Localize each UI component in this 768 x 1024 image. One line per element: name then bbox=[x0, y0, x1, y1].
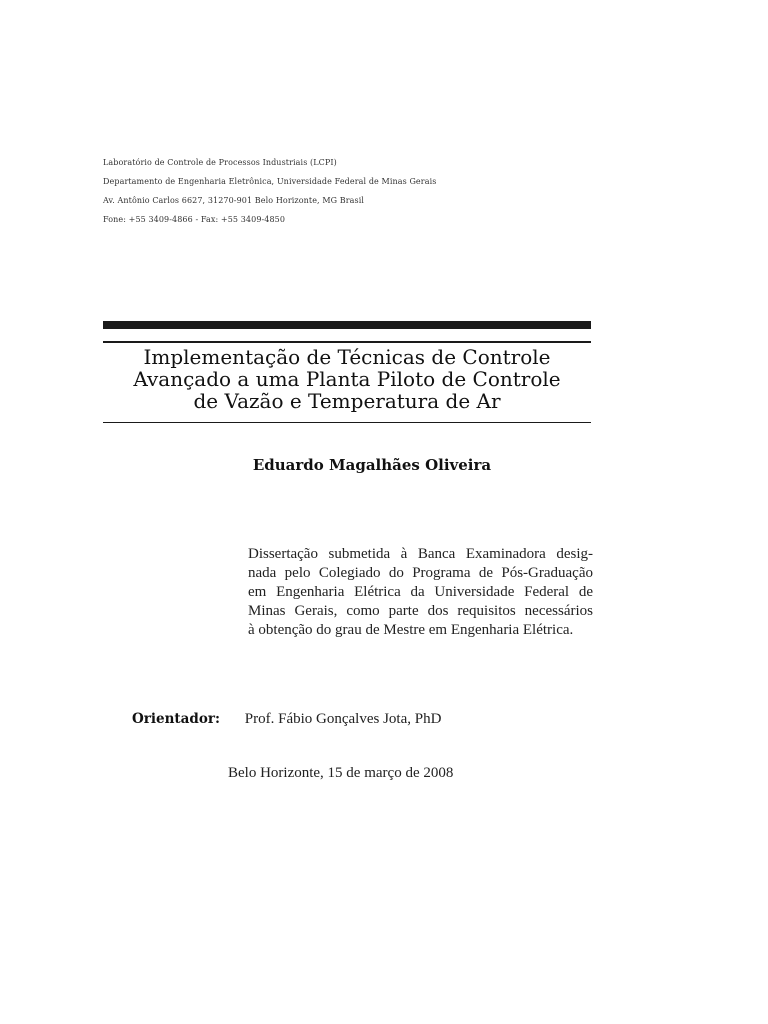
statement-line-4: Minas Gerais, como parte dos requisitos necessários bbox=[248, 603, 593, 619]
header-line-lab: Laboratório de Controle de Processos Industriais (LCPI) bbox=[103, 158, 337, 167]
statement-line-1: Dissertação submetida à Banca Examinadora desig- bbox=[248, 546, 593, 562]
advisor-name: Prof. Fábio Gonçalves Jota, PhD bbox=[244, 711, 442, 727]
statement-line-3: em Engenharia Elétrica da Universidade Federal de bbox=[248, 584, 593, 600]
title-rule-top bbox=[103, 341, 591, 343]
statement-line-5: à obtenção do grau de Mestre em Engenharia Elétrica. bbox=[248, 622, 574, 638]
title-rule-thick bbox=[103, 321, 591, 329]
thesis-title bbox=[103, 346, 591, 412]
statement-line-2: nada pelo Colegiado do Programa de Pós-Graduação bbox=[248, 565, 593, 581]
institution-header bbox=[103, 153, 603, 229]
header-line-phone: Fone: +55 3409-4866 - Fax: +55 3409-4850 bbox=[103, 215, 286, 224]
title-line-3: de Vazão e Temperatura de Ar bbox=[193, 389, 501, 413]
submission-statement bbox=[248, 545, 593, 640]
title-rule-bottom bbox=[103, 422, 591, 423]
author-name: Eduardo Magalhães Oliveira bbox=[252, 456, 492, 474]
title-line-2: Avançado a uma Planta Piloto de Controle bbox=[133, 367, 561, 391]
advisor-row bbox=[132, 708, 592, 729]
header-line-department: Departamento de Engenharia Eletrônica, Universidade Federal de Minas Gerais bbox=[103, 177, 437, 186]
place-and-date: Belo Horizonte, 15 de março de 2008 bbox=[228, 765, 454, 781]
advisor-label: Orientador: bbox=[132, 711, 220, 727]
title-line-1: Implementação de Técnicas de Controle bbox=[143, 345, 551, 369]
header-line-address: Av. Antônio Carlos 6627, 31270-901 Belo Horizonte, MG Brasil bbox=[103, 196, 365, 205]
